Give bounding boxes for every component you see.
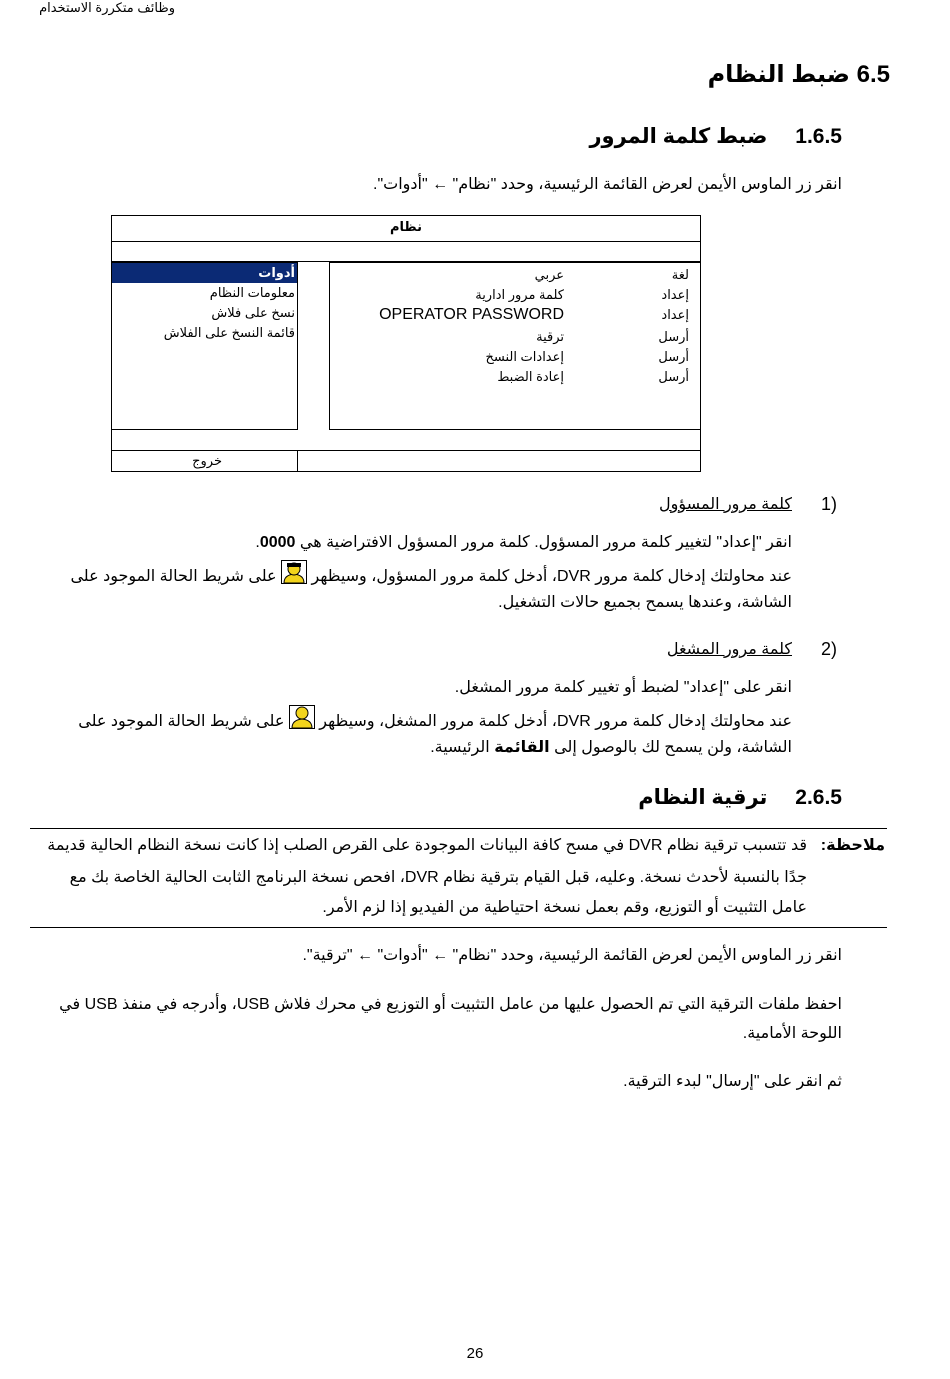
subsection-title: ترقية النظام (638, 786, 768, 809)
subsection-heading-upgrade (638, 785, 842, 810)
upgrade-step-text: اللوحة الأمامية. (742, 1025, 842, 1042)
section-number: 6.5 (856, 61, 890, 88)
item-title-operator-password: كلمة مرور المشغل (666, 641, 792, 658)
item-text-line: عند محاولتك إدخال كلمة مرور DVR، أدخل كلمة مرور المسؤول، وسيظهر (311, 568, 792, 586)
menu-item-flash-copy-list[interactable]: قائمة النسخ على الفلاش (163, 325, 295, 340)
setting-value[interactable]: عربي (534, 267, 564, 282)
settings-rows (330, 265, 702, 387)
item-text-line: الشاشة، ولن يسمح لك بالوصول إلى (554, 739, 792, 756)
item-text-line: على شريط الحالة الموجود على (78, 713, 285, 731)
subsection-heading-password (589, 124, 842, 149)
item-text-line: انقر "إعداد" لتغيير كلمة مرور المسؤول. كلمة مرور المسؤول الافتراضية هي (299, 534, 792, 551)
settings-row[interactable] (330, 327, 702, 347)
operator-user-icon (289, 705, 315, 739)
section-heading (708, 60, 890, 89)
item-text-line: على شريط الحالة الموجود على (70, 568, 277, 586)
subsection-title: ضبط كلمة المرور (589, 125, 768, 148)
note-line: عامل التثبيت أو التوزيع، وقم بعمل نسخة احتياطية من الفيديو إذا لزم الأمر. (322, 899, 807, 916)
menu-item-flash-copy[interactable]: نسخ على فلاش (211, 305, 295, 320)
setting-label: إعدادات النسخ (485, 349, 564, 364)
subsection-number: 2.6.5 (795, 786, 842, 809)
subsection-number: 1.6.5 (795, 125, 842, 148)
section-title: ضبط النظام (707, 61, 850, 88)
item-title-admin-password: كلمة مرور المسؤول (659, 496, 792, 513)
item-text: انقر على "إعداد" لضبط أو تغيير كلمة مرور المشغل. (454, 679, 792, 696)
setting-action[interactable]: أرسل (658, 329, 689, 344)
setting-action[interactable]: إعداد (661, 307, 689, 322)
menu-bottom-bar (111, 430, 701, 451)
note-line: جدًا بالنسبة لأحدث نسخة. وعليه، قبل القيام بترقية نظام DVR، افحص نسخة البرنامج الثابت الحالية الخاصة بك مع (69, 869, 807, 886)
setting-action[interactable]: أرسل (658, 349, 689, 364)
menu-title: نظام (390, 219, 422, 234)
menu-separator-bar (111, 242, 701, 262)
upgrade-step-text: انقر زر الماوس الأيمن لعرض القائمة الرئيسية، وحدد "نظام" ← "أدوات" ← "ترقية". (302, 947, 842, 964)
page-number: 26 (466, 1345, 484, 1362)
setting-label: إعادة الضبط (497, 369, 564, 384)
setting-label: إعداد (661, 287, 689, 302)
upgrade-step-text: احفظ ملفات الترقية التي تم الحصول عليها من عامل التثبيت أو التوزيع في محرك فلاش USB، وأدرجه في منفذ USB في (59, 996, 842, 1013)
settings-row[interactable] (330, 305, 702, 327)
menu-item-tools[interactable]: أدوات (112, 263, 297, 283)
item-text: انقر "إعداد" لتغيير كلمة مرور المسؤول. كلمة مرور المسؤول الافتراضية هي 0000. (255, 534, 792, 551)
setting-label: ترقية (536, 329, 564, 344)
menu-left-panel (111, 262, 298, 430)
note-label: ملاحظة: (820, 837, 885, 854)
note-line: قد تتسبب ترقية نظام DVR في مسح كافة البيانات الموجودة على القرص الصلب إذا كانت نسخة النظام الحالية قديمة (47, 837, 807, 854)
admin-user-icon (281, 560, 307, 594)
setting-action[interactable]: أرسل (658, 369, 689, 384)
running-header: وظائف متكررة الاستخدام (39, 0, 175, 15)
setting-label: لغة (671, 267, 689, 282)
list-number: 2) (820, 639, 837, 659)
settings-row[interactable] (330, 265, 702, 285)
item-text-line: الرئيسية. (430, 739, 490, 756)
menu-item-system-info[interactable]: معلومات النظام (209, 285, 295, 300)
setting-label: OPERATOR PASSWORD (379, 306, 564, 323)
list-number: 1) (820, 494, 837, 514)
item-text (430, 733, 792, 762)
item-text-bold: القائمة (494, 739, 550, 756)
item-text-line: عند محاولتك إدخال كلمة مرور DVR، أدخل كلمة مرور المشغل، وسيظهر (319, 713, 792, 731)
menu-left-list (112, 263, 297, 343)
default-password: 0000 (259, 534, 296, 551)
settings-row[interactable] (330, 367, 702, 387)
upgrade-step-text: ثم انقر على "إرسال" لبدء الترقية. (623, 1073, 842, 1090)
menu-settings-panel (329, 262, 701, 430)
system-menu-screenshot (111, 215, 701, 472)
setting-value[interactable]: كلمة مرور ادارية (475, 287, 564, 302)
exit-button[interactable]: خروج (111, 451, 298, 472)
intro-paragraph: انقر زر الماوس الأيمن لعرض القائمة الرئيسية، وحدد "نظام" ← "أدوات". (373, 176, 842, 193)
settings-row[interactable] (330, 285, 702, 305)
item-text: الشاشة، وعندها يسمح بجميع حالات التشغيل. (498, 594, 792, 611)
settings-row[interactable] (330, 347, 702, 367)
